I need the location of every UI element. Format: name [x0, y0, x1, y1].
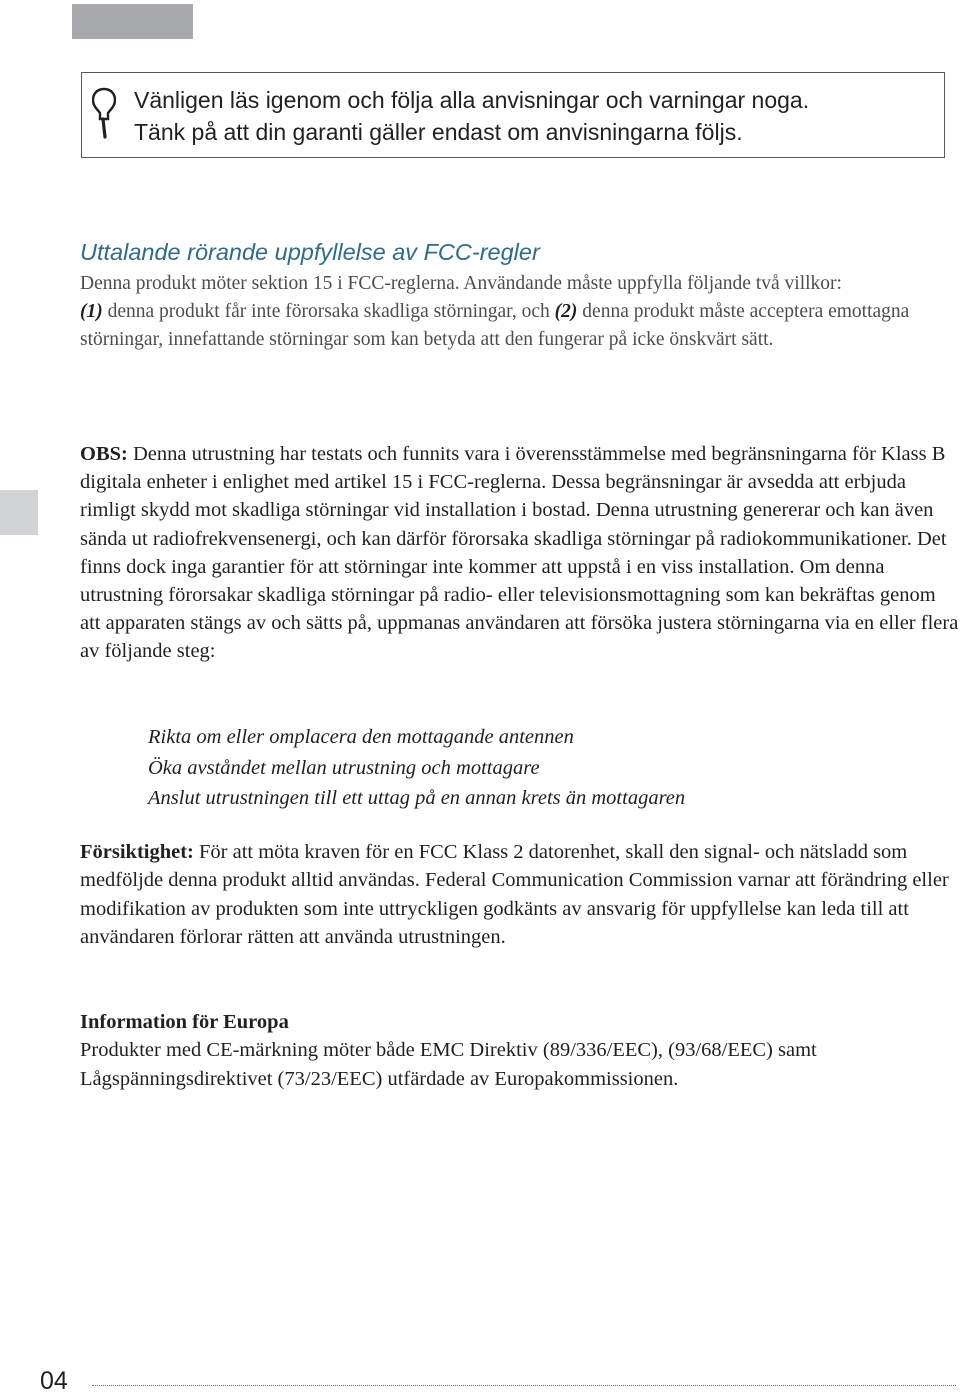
header-tab [72, 4, 193, 39]
condition-2-text: denna produkt måste acceptera emottagna störningar, innefattande störningar som kan betyda att den fungerar på icke önskvärt sätt. [80, 301, 910, 351]
notice-line-2: Tänk på att din garanti gäller endast om anvisningarna följs. [134, 119, 743, 145]
europe-text: Produkter med CE-märkning möter både EMC Direktiv (89/336/EEC), (93/68/EEC) samt Lågspänningsdirektivet (73/23/EEC) utfärdade av Europakommissionen. [80, 1039, 817, 1090]
page-number: 04 [40, 1367, 68, 1395]
fcc-intro: Denna produkt möter sektion 15 i FCC-reglerna. Användande måste uppfylla följande två villkor: [80, 273, 842, 294]
footer-dotted-rule [92, 1385, 956, 1386]
side-tab [0, 490, 38, 535]
step-item: Öka avståndet mellan utrustning och mottagare [148, 756, 540, 779]
obs-paragraph [80, 440, 960, 666]
europe-section [80, 1008, 960, 1093]
fcc-body [80, 270, 960, 355]
obs-label: OBS: [80, 443, 128, 465]
step-item: Rikta om eller omplacera den mottagande antennen [148, 726, 574, 748]
condition-1-number: (1) [80, 301, 103, 323]
obs-text: Denna utrustning har testats och funnits vara i överensstämmelse med begränsningarna för Klass B digitala enheter i enlighet med artikel 15 i FCC-reglerna. Dessa begränsningar är avsedda att erbjuda rimligt skydd mot skadliga störningar vid installation i bostad. Denna utrustning genererar och kan även sända ut radiofrekvensenergi, och kan därför förorsaka skadliga störningar på radiokommunikationer. Det finns dock inga garantier för att störningar inte kommer att uppstå i en viss installation. Om denna utrustning förorsakar skadliga störningar på radio- eller televisionsmottagning som kan bekräftas genom att apparaten stängs av och sätts på, uppmanas användaren att försöka justera störningarna via en eller flera av följande steg: [80, 443, 959, 663]
fcc-conditions [80, 298, 960, 354]
caution-label: Försiktighet: [80, 841, 194, 863]
condition-1-text: denna produkt får inte förorsaka skadliga störningar, och [102, 301, 555, 323]
notice-box [81, 72, 945, 158]
fcc-heading: Uttalande rörande uppfyllelse av FCC-regler [80, 239, 540, 265]
europe-title: Information för Europa [80, 1011, 289, 1033]
step-item: Anslut utrustningen till ett uttag på en annan krets än mottagaren [148, 787, 686, 809]
caution-paragraph [80, 838, 960, 951]
caution-text: För att möta kraven för en FCC Klass 2 datorenhet, skall den signal- och nätsladd som medföljde denna produkt alltid användas. Federal Communication Commission varnar att förändring eller modifikation av produkten som inte uttryckligen godkänts av ansvarig för uppfyllelse kan leda till att användaren förlorar rätten att använda utrustningen. [80, 841, 949, 948]
notice-line-1: Vänligen läs igenom och följa alla anvisningar och varningar noga. [134, 87, 810, 113]
info-icon [92, 85, 116, 143]
condition-2-number: (2) [554, 301, 578, 323]
steps-list [148, 722, 685, 814]
